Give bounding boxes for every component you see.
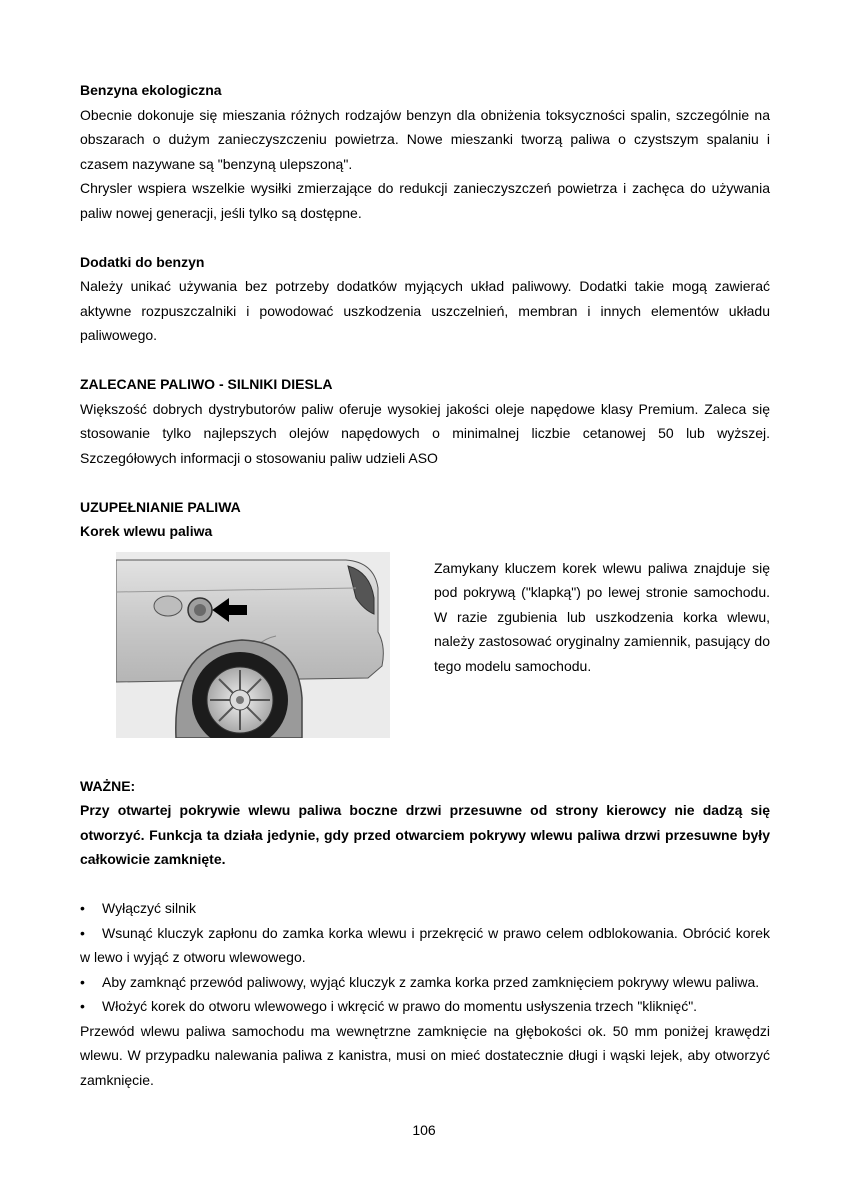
list-item-text: Wyłączyć silnik [102, 900, 196, 916]
list-item [80, 896, 770, 921]
page-number: 106 [412, 1122, 436, 1138]
warning-text: Przy otwartej pokrywie wlewu paliwa boczne drzwi przesuwne od strony kierowcy nie dadzą się otworzyć. Funkcja ta działa jedynie, gdy przed otwarciem pokrywy wlewu paliwa drzwi przesuwne były całkowicie zamknięte. [80, 802, 770, 867]
list-item [80, 921, 770, 970]
subsection-title-fuel-cap: Korek wlewu paliwa [80, 523, 213, 539]
bullet-icon: • [80, 973, 85, 990]
section-title-refueling: UZUPEŁNIANIE PALIWA [80, 498, 241, 515]
bullet-icon: • [80, 998, 85, 1014]
fuel-cap-description: Zamykany kluczem korek wlewu paliwa znajduje się pod pokrywą ("klapką") po lewej stronie samochodu. W razie zgubienia lub uszkodzenia korka wlewu, należy zastosować oryginalny zamiennik, pasujący do tego modelu samochodu. [434, 559, 770, 674]
document-page [80, 78, 770, 1092]
list-item-text: Aby zamknąć przewód paliwowy, wyjąć kluczyk z zamka korka przed zamknięciem pokrywy wlewu paliwa. [102, 973, 760, 990]
paragraph: Większość dobrych dystrybutorów paliw oferuje wysokiej jakości oleje napędowe klasy Premium. Zaleca się stosowanie tylko najlepszych olejów napędowych o minimalnej liczbie cetanowej 50 lub wyższej. Szczegółowych informacji o stosowaniu paliw udzieli ASO [80, 400, 770, 466]
figure-row [80, 548, 770, 774]
list-item-text: Wsunąć kluczyk zapłonu do zamka korka wlewu i przekręcić w prawo celem odblokowania. Obrócić korek w lewo i wyjąć z otworu wlewowego. [80, 924, 770, 965]
bullet-icon: • [80, 924, 85, 941]
section-title-additives: Dodatki do benzyn [80, 253, 205, 270]
fuel-cap-illustration [116, 548, 390, 738]
paragraph: Chrysler wspiera wszelkie wysiłki zmierzające do redukcji zanieczyszczeń powietrza i zachęca do używania paliw nowej generacji, jeśli tylko są dostępne. [80, 180, 770, 221]
list-item-text: Włożyć korek do otworu wlewowego i wkręcić w prawo do momentu usłyszenia trzech "kliknięć". [102, 998, 698, 1014]
list-item [80, 994, 770, 1019]
warning-title: WAŻNE: [80, 777, 136, 794]
paragraph: Przewód wlewu paliwa samochodu ma wewnętrzne zamknięcie na głębokości ok. 50 mm poniżej krawędzi wlewu. W przypadku nalewania paliwa z kanistra, musi on mieć dostatecznie długi i wąski lejek, aby otworzyć zamknięcie. [80, 1022, 770, 1088]
paragraph: Obecnie dokonuje się mieszania różnych rodzajów benzyn dla obniżenia toksyczności spalin, szczególnie na obszarach o dużym zanieczyszczeniu powietrza. Nowe mieszanki tworzą paliwa o czystszym spalaniu i czasem nazywane są "benzyną ulepszoną". [80, 106, 770, 172]
section-title-eco-gasoline: Benzyna ekologiczna [80, 82, 222, 98]
list-item [80, 970, 770, 995]
section-title-diesel: ZALECANE PALIWO - SILNIKI DIESLA [80, 376, 333, 392]
paragraph: Należy unikać używania bez potrzeby dodatków myjących układ paliwowy. Dodatki takie mogą zawierać aktywne rozpuszczalniki i powodować uszkodzenia uszczelnień, membran i innych elementów układu paliwowego. [80, 278, 770, 343]
bullet-icon: • [80, 900, 85, 916]
